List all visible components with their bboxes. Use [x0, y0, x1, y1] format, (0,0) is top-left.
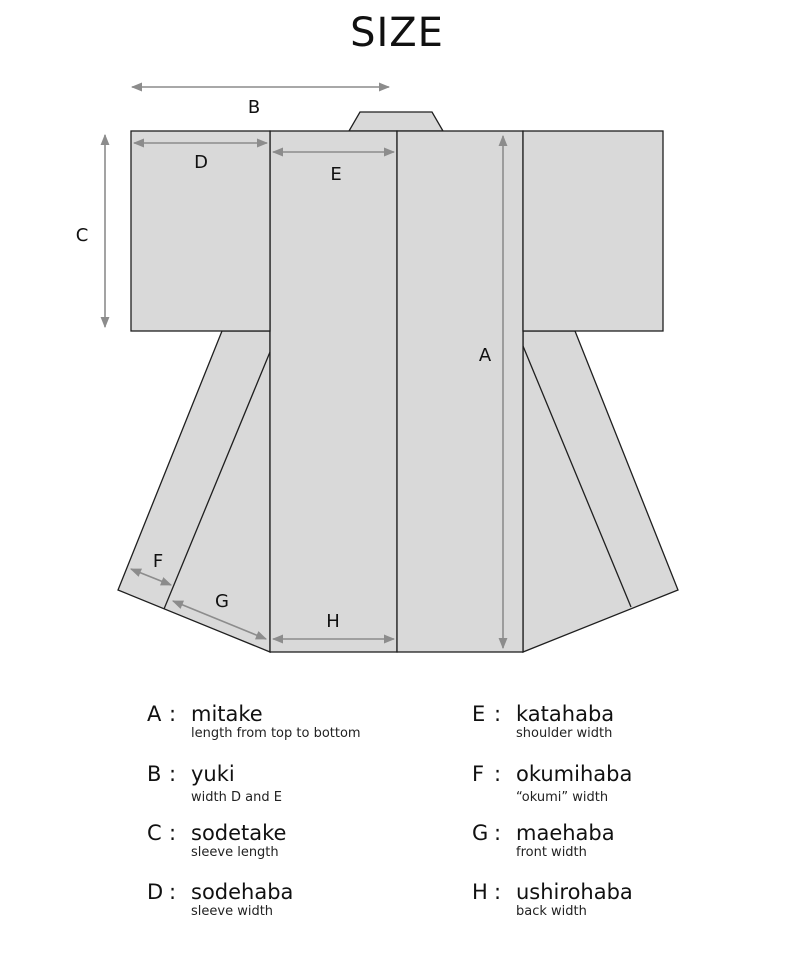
right-body-panel: [397, 131, 523, 652]
legend-term: okumihaba: [516, 762, 633, 786]
legend-item-a: [147, 702, 361, 742]
label-g: G: [215, 591, 229, 612]
legend-term: mitake: [191, 702, 263, 726]
right-skirt: [523, 331, 678, 652]
legend-letter: H: [472, 880, 488, 904]
legend-description: sleeve length: [191, 845, 279, 860]
legend-colon: :: [494, 880, 502, 904]
label-a: A: [478, 345, 492, 366]
legend-colon: :: [169, 762, 177, 786]
legend-description: sleeve width: [191, 904, 274, 919]
label-b: B: [247, 97, 261, 118]
legend-description: back width: [516, 904, 587, 919]
legend-term-row: [147, 702, 361, 726]
legend-letter: G: [472, 821, 489, 845]
legend-colon: :: [169, 821, 177, 845]
legend-term: maehaba: [516, 821, 615, 845]
legend-description: “okumi” width: [516, 790, 609, 805]
right-sleeve: [523, 131, 663, 331]
legend-letter: D: [147, 880, 164, 904]
legend-item-f: [472, 762, 632, 806]
legend-colon: :: [494, 702, 502, 726]
left-body-panel: [270, 131, 397, 652]
legend-term: sodehaba: [191, 880, 294, 904]
legend-term-row: [147, 821, 286, 845]
left-skirt: [118, 331, 270, 652]
legend-term: katahaba: [516, 702, 615, 726]
legend-item-b: [147, 762, 282, 806]
legend-description: width D and E: [191, 790, 282, 805]
label-d: D: [194, 152, 208, 173]
legend-colon: :: [169, 702, 177, 726]
legend-description: length from top to bottom: [191, 726, 361, 741]
label-f: F: [152, 551, 164, 572]
legend-letter: A: [147, 702, 162, 726]
legend-term: sodetake: [191, 821, 287, 845]
legend-item-h: [472, 880, 633, 920]
legend-description: front width: [516, 845, 587, 860]
legend-item-g: [472, 821, 615, 861]
legend-term: ushirohaba: [516, 880, 633, 904]
collar: [349, 112, 443, 131]
legend-term-row: [147, 762, 282, 786]
label-e: E: [330, 164, 342, 185]
legend-term-row: [147, 880, 293, 904]
legend-colon: :: [494, 821, 502, 845]
legend-letter: E: [472, 702, 486, 726]
label-h: H: [326, 611, 340, 632]
legend-colon: :: [169, 880, 177, 904]
legend-term-row: [472, 702, 614, 726]
legend-letter: C: [147, 821, 162, 845]
legend-term-row: [472, 880, 633, 904]
legend-item-e: [472, 702, 614, 742]
legend-term-row: [472, 762, 632, 786]
legend-term-row: [472, 821, 615, 845]
label-c: C: [75, 225, 89, 246]
legend-letter: F: [472, 762, 485, 786]
legend-colon: :: [494, 762, 502, 786]
legend-description: shoulder width: [516, 726, 613, 741]
legend-letter: B: [147, 762, 162, 786]
legend-term: yuki: [191, 762, 235, 786]
legend-item-d: [147, 880, 293, 920]
page-title: SIZE: [350, 10, 444, 56]
kimono-shape: [118, 112, 678, 652]
legend-item-c: [147, 821, 286, 861]
